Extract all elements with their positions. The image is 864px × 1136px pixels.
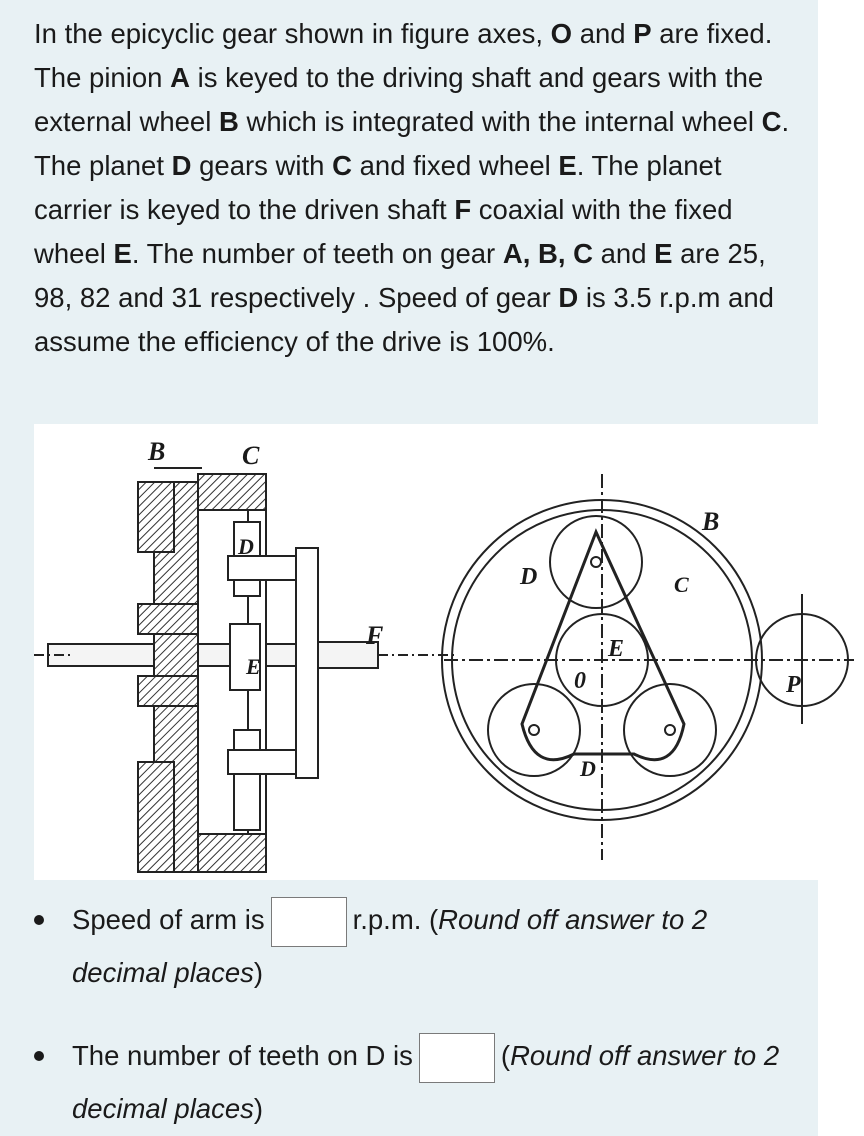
- problem-symbol: O: [550, 18, 573, 49]
- label-d-bottom: D: [580, 756, 596, 781]
- label-e-center: E: [608, 636, 625, 662]
- problem-symbol: P: [633, 18, 652, 49]
- problem-run: and: [572, 18, 634, 49]
- problem-symbol: E: [654, 238, 673, 269]
- problem-run: . The planet: [34, 106, 790, 181]
- problem-run: . The planet carrier is keyed to the driven shaft: [34, 150, 722, 225]
- problem-text: [34, 12, 804, 364]
- wheel-c-flange-bottom: [198, 834, 266, 872]
- label-f: F: [366, 621, 384, 650]
- problem-run: are 25, 98, 82 and 31 respectively . Speed of gear: [34, 238, 766, 313]
- label-b-right: B: [702, 507, 720, 536]
- problem-symbol: C: [332, 150, 352, 181]
- question-2-unit: (: [500, 1040, 511, 1071]
- problem-run: gears with: [191, 150, 333, 181]
- problem-symbol: C: [761, 106, 782, 137]
- problem-run: and: [592, 238, 655, 269]
- teeth-d-answer-input[interactable]: [419, 1033, 495, 1083]
- arm-speed-answer-input[interactable]: [271, 897, 347, 947]
- end-view: [442, 474, 854, 860]
- gear-figure: [34, 424, 864, 880]
- label-d-planet: D: [520, 564, 538, 590]
- problem-run: is keyed to the driving shaft and gears with the external wheel: [34, 62, 764, 137]
- problem-symbol: A, B, C: [502, 238, 593, 269]
- problem-symbol: D: [171, 150, 192, 181]
- bullet-icon: [34, 1051, 44, 1061]
- question-1-hint: Round off answer to 2 decimal places: [72, 904, 708, 988]
- problem-run: coaxial with the fixed wheel: [34, 194, 733, 269]
- label-c-left: C: [242, 441, 260, 470]
- question-1-prefix: Speed of arm is: [72, 904, 265, 935]
- question-arm-speed: [34, 894, 804, 999]
- problem-symbol: E: [113, 238, 132, 269]
- question-2-hint: Round off answer to 2 decimal places: [72, 1040, 780, 1124]
- question-2-prefix: The number of teeth on D is: [72, 1040, 413, 1071]
- problem-statement: [34, 12, 804, 364]
- planet-carrier: [296, 548, 318, 778]
- planet-d-bottom: [234, 730, 260, 830]
- problem-run: is 3.5 r.p.m and assume the efficiency of the drive is 100%.: [34, 282, 774, 357]
- problem-run: and fixed wheel: [351, 150, 559, 181]
- problem-symbol: E: [558, 150, 577, 181]
- question-1-unit: r.p.m. (: [352, 904, 439, 935]
- bullet-icon: [34, 915, 44, 925]
- problem-symbol: F: [454, 194, 472, 225]
- label-b-left: B: [148, 437, 166, 466]
- question-2-suffix: ): [253, 1092, 264, 1124]
- label-e-left: E: [246, 654, 261, 679]
- problem-symbol: B: [218, 106, 239, 137]
- problem-symbol: A: [170, 62, 190, 93]
- question-teeth-d: [34, 1030, 804, 1135]
- label-d-top: D: [238, 534, 254, 559]
- question-1-suffix: ): [253, 956, 264, 988]
- label-p: P: [786, 672, 801, 698]
- label-o-center: 0: [574, 668, 586, 694]
- problem-symbol: D: [558, 282, 579, 313]
- wheel-c-flange-top: [198, 474, 266, 510]
- problem-run: are fixed. The pinion: [34, 18, 773, 93]
- problem-run: which is integrated with the internal wheel: [238, 106, 762, 137]
- problem-run: In the epicyclic gear shown in figure axes,: [34, 18, 551, 49]
- epicyclic-gear-diagram: [34, 424, 864, 880]
- problem-run: . The number of teeth on gear: [131, 238, 503, 269]
- label-c-right: C: [674, 572, 689, 597]
